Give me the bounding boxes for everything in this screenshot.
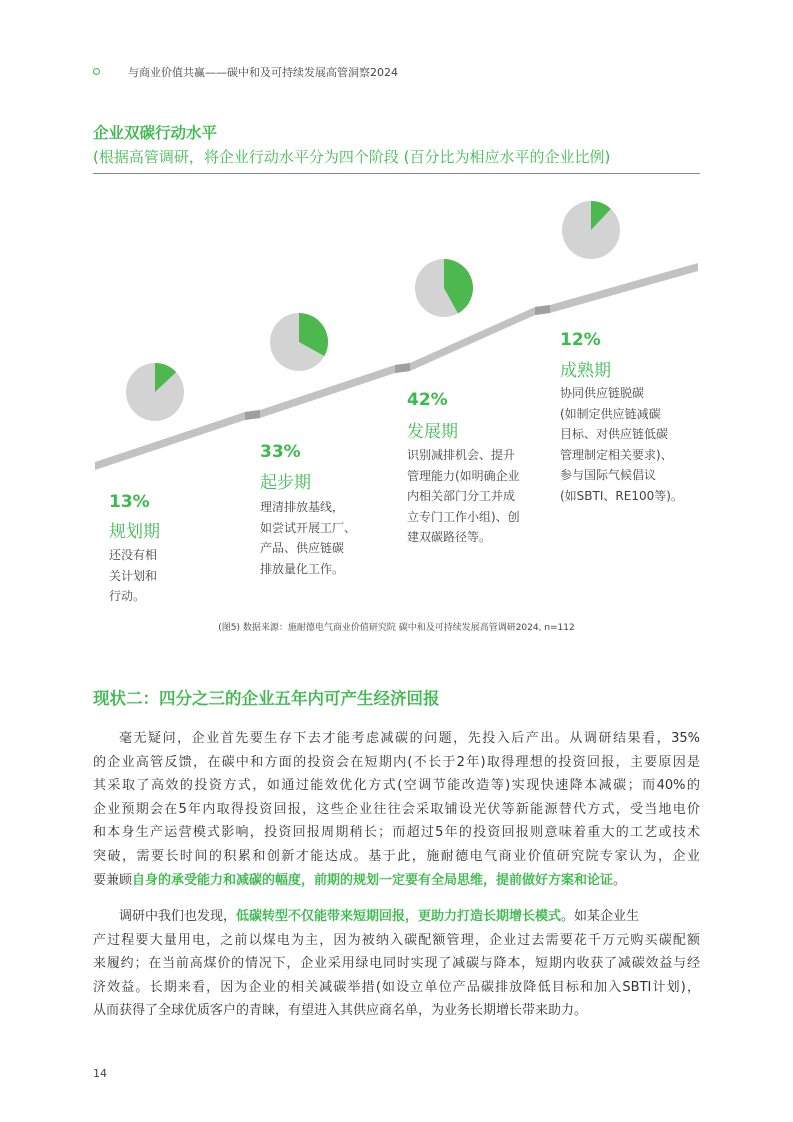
stage-4-description <box>560 383 683 506</box>
stage-1-name: 规划期 <box>109 522 160 542</box>
stage-2-name: 起步期 <box>260 473 311 493</box>
paragraph-line: 突破，需要长时间的积累和创新才能达成。基于此，施耐德电气商业价值研究院专家认为，企业 <box>93 848 700 864</box>
stage-2-desc-line: 理清排放基线， <box>260 500 345 514</box>
paragraph-line: 毫无疑问，企业首先要生存下去才能考虑减碳的问题，先投入后产出。从调研结果看，35% <box>119 731 700 746</box>
section-subtitle: (根据高管调研，将企业行动水平分为四个阶段 (百分比为相应水平的企业比例) <box>93 148 611 166</box>
paragraph-1 <box>93 727 700 892</box>
stage-2-desc-line: 排放量化工作。 <box>260 561 345 576</box>
stage-1-desc-line: 关计划和 <box>109 568 158 583</box>
stage-3-desc-line: 识别减排机会、提升 <box>407 448 516 462</box>
figure-caption: (图5) 数据来源：施耐德电气商业价值研究院 碳中和及可持续发展高管调研2024, n=112 <box>218 623 575 633</box>
stage-2-percent: 33% <box>260 442 301 462</box>
stage-4-percent: 12% <box>560 330 601 350</box>
text-run: 。 <box>613 872 627 888</box>
stage-3-name: 发展期 <box>407 422 458 442</box>
section-heading: 现状二：四分之三的企业五年内可产生经济回报 <box>93 689 440 708</box>
stair-side <box>395 363 410 373</box>
paragraph-line: 从而获得了全球优质客户的青睐，有望进入其供应商名单，为业务长期增长带来助力。 <box>93 1003 588 1019</box>
stage-4-desc-line: 目标、对供应链低碳 <box>560 427 669 441</box>
paragraph-line <box>93 869 700 893</box>
paragraph-line: 企业预期会在5年内取得投资回报，这些企业往往会采取铺设光伏等新能源替代方式，受当地电价 <box>93 801 700 817</box>
stage-4-desc-line: (如SBTI、RE100等)。 <box>560 488 683 503</box>
stage-3-desc-line: 立专门工作小组)、创 <box>407 509 520 524</box>
stage-2-desc-line: 产品、供应链碳 <box>260 541 345 555</box>
stage-1-desc-line: 行动。 <box>109 589 146 603</box>
stage-1-percent: 13% <box>109 492 150 512</box>
section-title: 企业双碳行动水平 <box>93 124 218 142</box>
stage-3-description <box>407 445 520 548</box>
stage-3-percent: 42% <box>407 390 448 410</box>
stage-3-desc-line: 内相关部门分工并成 <box>407 489 516 503</box>
stage-3-desc-line: 管理能力(如明确企业 <box>407 468 520 483</box>
text-run: 调研中我们也发现， <box>119 909 237 924</box>
paragraph-line: 其采取了高效的投资方式，如通过能效优化方式(空调节能改造等)实现快速降本减碳；而40%的 <box>93 778 700 794</box>
running-header: 与商业价值共赢——碳中和及可持续发展高管洞察2024 <box>128 66 398 79</box>
paragraph-line: 来履约；在当前高煤价的情况下，企业采用绿电同时实现了减碳与降本，短期内收获了减碳效益与经 <box>93 956 700 972</box>
paragraph-line: 的企业高管反馈，在碳中和方面的投资会在短期内(不长于2年)取得理想的投资回报，主要原因是 <box>93 754 700 770</box>
paragraph-line: 济效益。长期来看，因为企业的相关减碳举措(如设立单位产品碳排放降低目标和加入SBTI计划)， <box>93 979 700 995</box>
paragraph-2 <box>93 905 700 1023</box>
highlighted-text: 自身的承受能力和减碳的幅度，前期的规划一定要有全局思维，提前做好方案和论证 <box>132 872 614 888</box>
stage-1-description <box>109 545 157 607</box>
stage-4-name: 成熟期 <box>560 361 611 381</box>
paragraph-line: 和本身生产运营模式影响，投资回报周期稍长；而超过5年的投资回报则意味着重大的工艺或技术 <box>93 825 700 841</box>
stage-4-desc-line: 管理制定相关要求)、 <box>560 447 673 462</box>
stair-side <box>245 410 260 420</box>
stage-2-desc-line: 如尝试开展工厂、 <box>260 520 357 535</box>
stair-side <box>535 305 550 315</box>
stage-4-desc-line: 协同供应链脱碳 <box>560 386 645 400</box>
highlighted-text: 低碳转型不仅能带来短期回报，更助力打造长期增长模式 <box>236 909 562 924</box>
stage-2-description <box>260 497 356 579</box>
text-run: 要兼顾 <box>93 872 133 888</box>
stage-4-desc-line: (如制定供应链减碳 <box>560 406 661 421</box>
paragraph-line: 产过程要大量用电，之前以煤电为主，因为被纳入碳配额管理，企业过去需要花千万元购买碳配额 <box>93 932 700 948</box>
stage-4-desc-line: 参与国际气候倡议 <box>560 468 657 482</box>
page-number: 14 <box>93 1067 107 1080</box>
stage-3-desc-line: 建双碳路径等。 <box>407 530 492 544</box>
text-run: 。如某企业生 <box>561 909 640 924</box>
paragraph-line <box>93 905 700 929</box>
stage-1-desc-line: 还没有相 <box>109 548 158 562</box>
